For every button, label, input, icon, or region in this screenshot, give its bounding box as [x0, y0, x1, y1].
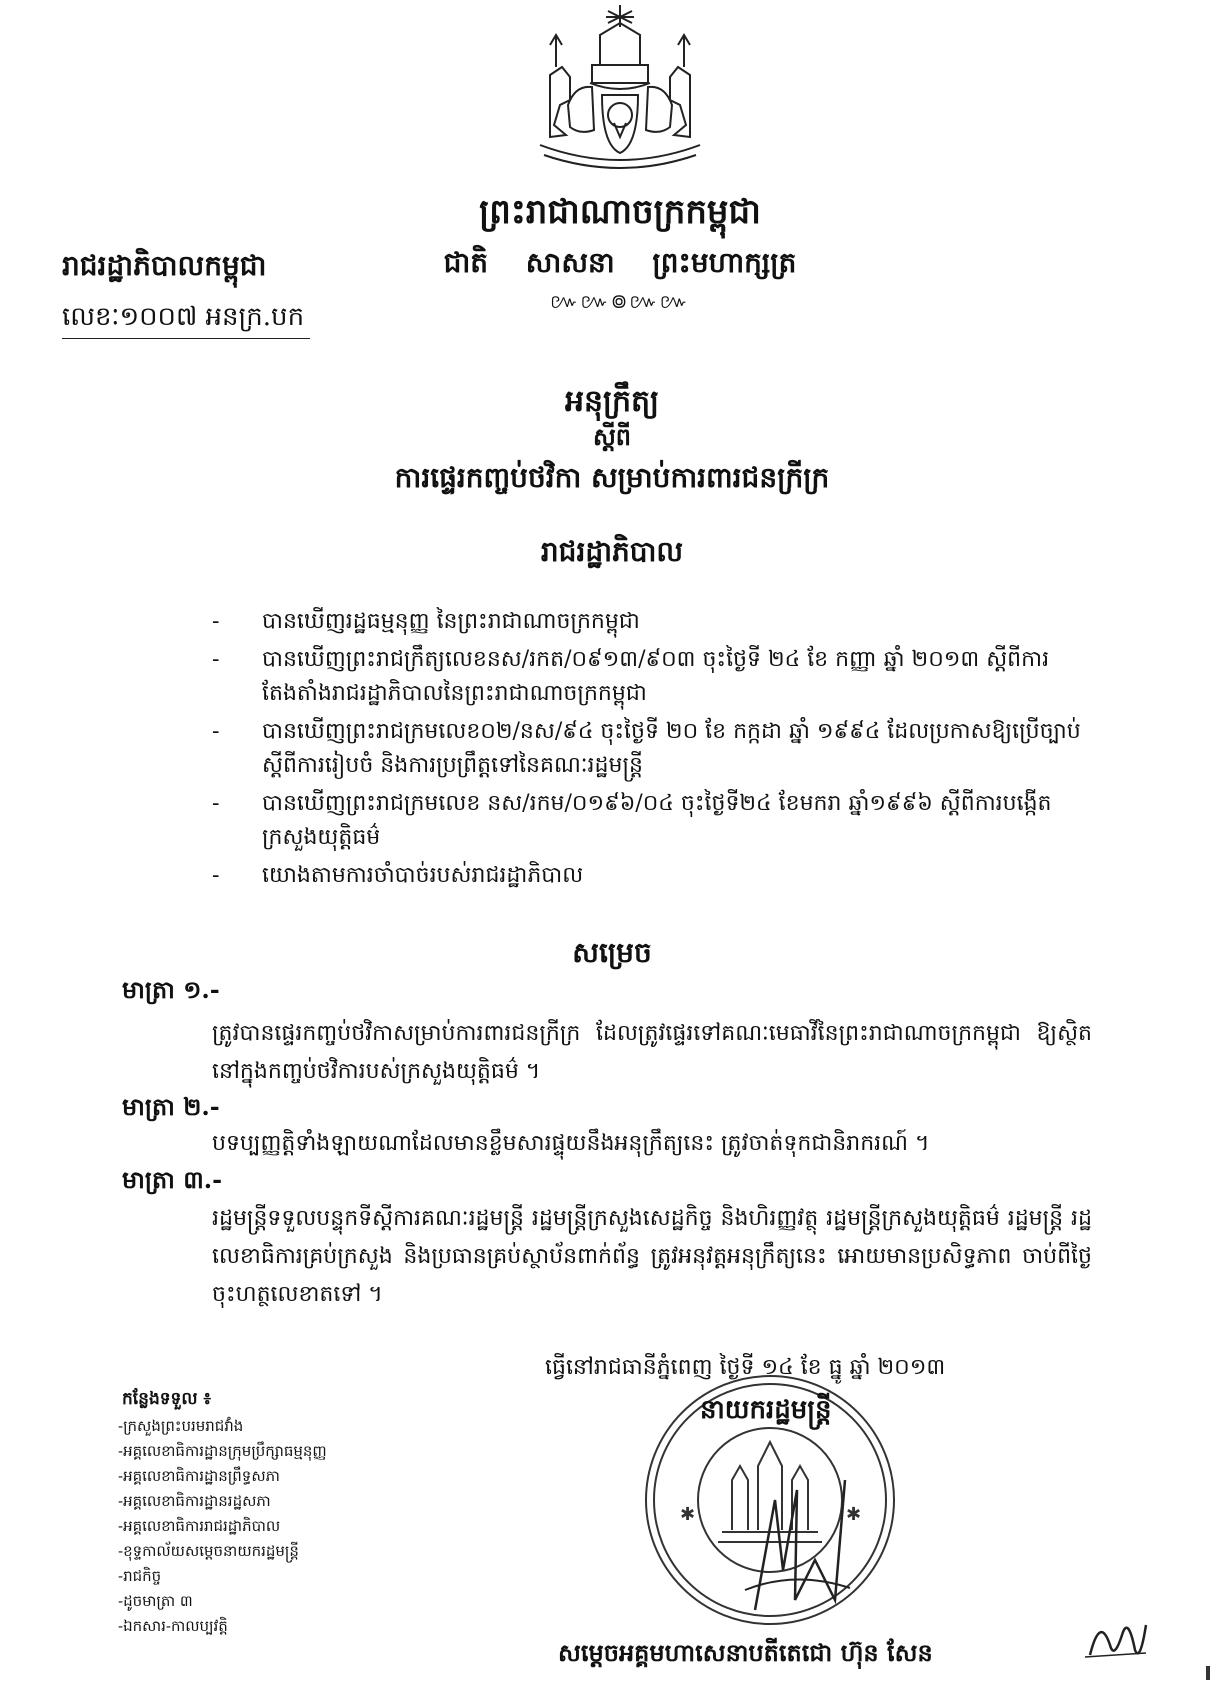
kingdom-name: ព្រះរាជាណាចក្រកម្ពុជា: [479, 192, 761, 232]
consideration-item: [212, 715, 1092, 783]
article-3-text: រដ្ឋមន្ត្រីទទួលបន្ទុកទីស្ដីការគណៈរដ្ឋមន្ត្រី រដ្ឋមន្ត្រីក្រសួងសេដ្ឋកិច្ច និងហិរញ្ញវត្ថុ រដ្ឋមន្ត្រីក្រសួងយុត្តិធម៌ រដ្ឋមន្ត្រី រដ្ឋលេខាធិការគ្រប់ក្រសួង និងប្រធានគ្រប់ស្ថាប័នពាក់ព័ន្ធ ត្រូវអនុវត្តអនុក្រឹត្យនេះ អោយមានប្រសិទ្ធភាព ចាប់ពីថ្ងៃចុះហត្ថលេខាតទៅ ។: [212, 1206, 1092, 1307]
recipient-item: -អគ្គលេខាធិការដ្ឋានរដ្ឋសភា: [118, 1492, 271, 1510]
recipient-item: -រាជកិច្ច: [118, 1567, 162, 1585]
recipients-heading: កន្លែងទទួល ៖: [122, 1389, 211, 1409]
national-motto: ជាតិ សាសនា ព្រះមហាក្សត្រ: [443, 246, 797, 279]
place-and-date: ធ្វើនៅរាជធានីភ្នំពេញ ថ្ងៃទី ១៤ ខែ ធ្នូ ឆ្នាំ ២០១៣: [545, 1355, 946, 1380]
consideration-item: [212, 605, 1092, 639]
article-2-text: បទប្បញ្ញត្តិទាំងឡាយណាដែលមានខ្លឹមសារផ្ទុយនឹងអនុក្រឹត្យនេះ ត្រូវចាត់ទុកជានិរាករណ៍ ។: [212, 1131, 930, 1156]
article-1-label: មាត្រា ១.-: [122, 975, 220, 1004]
recipient-item: -ក្រសួងព្រះបរមរាជវាំង: [118, 1417, 244, 1435]
considerations-list: [212, 605, 1092, 897]
list-dash: -: [212, 863, 220, 888]
initials-mark: [1080, 1605, 1150, 1665]
document-type-title: អនុក្រឹត្យ: [564, 384, 660, 419]
svg-text:✱: ✱: [680, 1504, 696, 1525]
signer-name: សម្ដេចអគ្គមហាសេនាបតីតេជោ ហ៊ុន សែន: [558, 1638, 933, 1667]
decision-heading: សម្រេច: [572, 936, 652, 969]
recipient-item: -អគ្គលេខាធិការដ្ឋានព្រឹទ្ធសភា: [118, 1467, 280, 1485]
document-number: [62, 300, 310, 339]
recipients-list: [118, 1414, 327, 1639]
document-subject: ការផ្ទេរកញ្ចប់ថវិកា សម្រាប់ការពារជនក្រីក្រ: [394, 461, 830, 494]
article-1-text: ត្រូវបានផ្ទេរកញ្ចប់ថវិកាសម្រាប់ការពារជនក្រីក្រ ដែលត្រូវផ្ទេរទៅគណៈមេធាវីនៃព្រះរាជាណាចក្រកម្ពុជា ឱ្យស្ថិតនៅក្នុងកញ្ចប់ថវិការបស់ក្រសួងយុត្តិធម៌ ។: [212, 1021, 1092, 1084]
royal-emblem: [530, 5, 710, 175]
scan-edge-mark: [1206, 1666, 1210, 1680]
article-2-label: មាត្រា ២.-: [122, 1092, 220, 1121]
consideration-text: បានឃើញព្រះរាជក្រមលេខ នស/រកម/០១៩៦/០៤ ចុះថ្ងៃទី២៤ ខែមករា ឆ្នាំ១៩៩៦ ស្ដីពីការបង្កើតក្រសួងយុត្តិធម៌: [262, 791, 1052, 850]
consideration-text: បានឃើញរដ្ឋធម្មនុញ្ញ នៃព្រះរាជាណាចក្រកម្ពុជា: [262, 609, 640, 634]
document-number-value: ១០០៧ អនក្រ.បក: [119, 302, 305, 332]
issuer-name: រាជរដ្ឋាភិបាលកម្ពុជា: [62, 249, 267, 282]
government-heading: រាជរដ្ឋាភិបាល: [540, 535, 684, 568]
consideration-text: បានឃើញព្រះរាជក្រមលេខ០២/នស/៩៤ ចុះថ្ងៃទី ២០ ខែ កក្កដា ឆ្នាំ ១៩៩៤ ដែលប្រកាសឱ្យប្រើច្បាប់ ស្ដីពីការរៀបចំ និងការប្រព្រឹត្តទៅនៃគណៈរដ្ឋមន្ត្រី: [262, 719, 1081, 778]
consideration-text: យោងតាមការចាំបាច់របស់រាជរដ្ឋាភិបាល: [262, 863, 584, 888]
article-3-label: មាត្រា ៣.-: [122, 1165, 223, 1194]
recipient-item: -ឯកសារ-កាលប្បវត្តិ: [118, 1617, 228, 1635]
signatory-title: នាយករដ្ឋមន្ត្រី: [700, 1395, 832, 1425]
recipient-item: -អគ្គលេខាធិការរាជរដ្ឋាភិបាល: [118, 1517, 281, 1535]
list-dash: -: [212, 719, 220, 744]
consideration-item: [212, 643, 1092, 711]
recipient-item: -អគ្គលេខាធិការដ្ឋានក្រុមប្រឹក្សាធម្មនុញ្ញ: [118, 1442, 327, 1460]
handwritten-signature: [735, 1470, 855, 1620]
list-dash: -: [212, 791, 220, 816]
consideration-item: [212, 787, 1092, 855]
recipient-item: -ដូចមាត្រា ៣: [118, 1592, 193, 1610]
recipient-item: -ខុទ្ទកាល័យសម្ដេចនាយករដ្ឋមន្ត្រី: [118, 1542, 299, 1560]
document-number-label: លេខៈ: [62, 302, 120, 332]
header-ornament: ៚៚៙៚៚: [550, 289, 690, 313]
svg-text:✱: ✱: [846, 1504, 862, 1525]
title-about: ស្ដីពី: [592, 422, 632, 451]
consideration-text: បានឃើញព្រះរាជក្រឹត្យលេខនស/រកត/០៩១៣/៩០៣ ចុះថ្ងៃទី ២៤ ខែ កញ្ញា ឆ្នាំ ២០១៣ ស្ដីពីការតែងតាំងរាជរដ្ឋាភិបាលនៃព្រះរាជាណាចក្រកម្ពុជា: [262, 647, 1050, 706]
consideration-item: [212, 859, 1092, 893]
list-dash: -: [212, 609, 220, 634]
list-dash: -: [212, 647, 220, 672]
